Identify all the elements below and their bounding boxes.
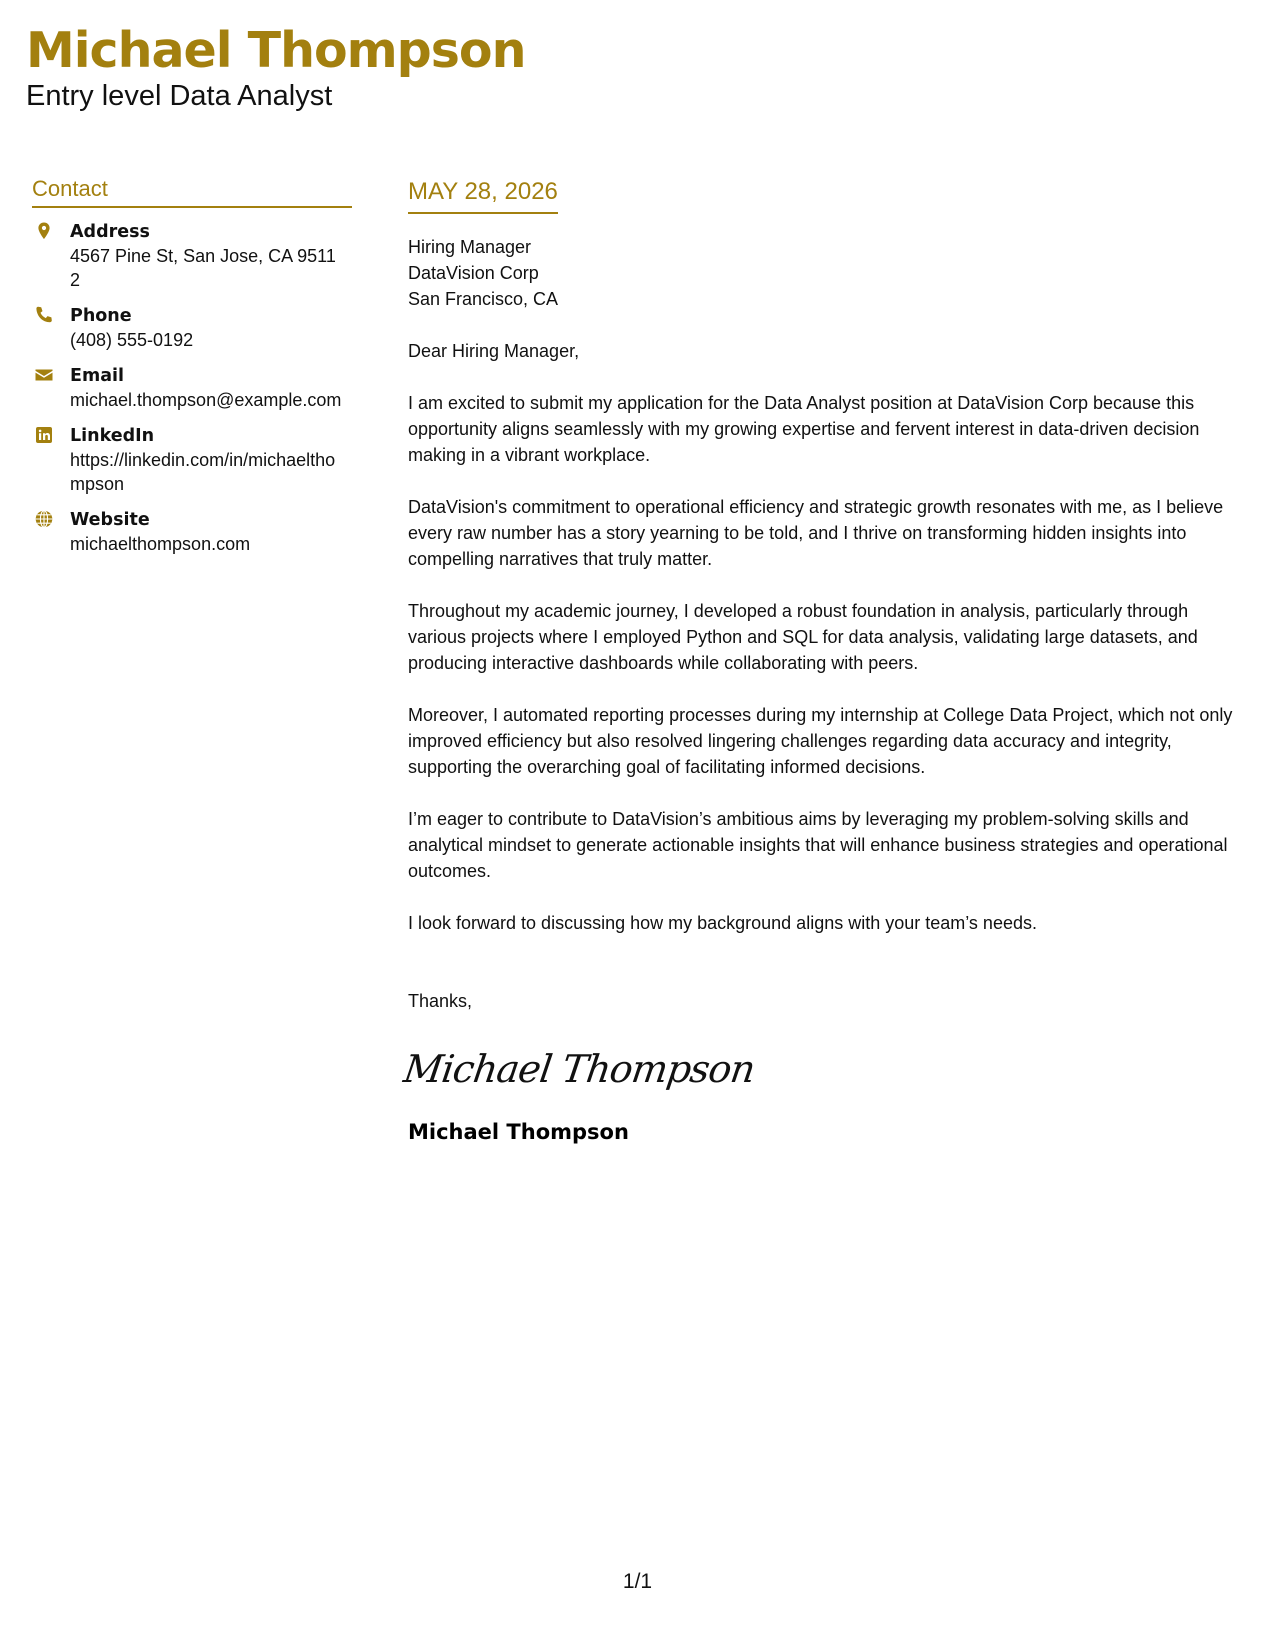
linkedin-label: LinkedIn: [70, 426, 155, 446]
envelope-icon: [34, 365, 54, 385]
contact-sidebar: [32, 176, 352, 568]
letter-paragraph: DataVision's commitment to operational efficiency and strategic growth resonates with me, as I believe every raw number has a story yearning to be told, and I thrive on transforming hidden insights into compelling narratives that truly matter.: [408, 497, 1224, 569]
linkedin-value[interactable]: https://linkedin.com/in/michaelthompson: [70, 450, 336, 494]
phone-icon: [34, 305, 54, 325]
website-label: Website: [70, 510, 150, 530]
contact-email: [32, 364, 352, 412]
svg-text:Michael Thompson: Michael Thompson: [400, 1048, 758, 1092]
handwritten-signature: [400, 1042, 758, 1098]
linkedin-icon: [34, 425, 54, 445]
letter-paragraph: Throughout my academic journey, I developed a robust foundation in analysis, particularly through various projects where I employed Python and SQL for data analysis, validating large datasets, and producing interactive dashboards while collaborating with peers.: [408, 601, 1198, 673]
phone-value: (408) 555-0192: [70, 330, 194, 350]
phone-label: Phone: [70, 306, 132, 326]
contact-section-title: Contact: [32, 176, 352, 208]
map-pin-icon: [34, 221, 54, 241]
signed-name: Michael Thompson: [408, 1120, 629, 1144]
globe-icon: [34, 509, 54, 529]
letter-paragraph: Moreover, I automated reporting processes during my internship at College Data Project, which not only improved efficiency but also resolved lingering challenges regarding data accuracy and integrity, supporting the overarching goal of facilitating informed decisions.: [408, 705, 1233, 777]
website-value[interactable]: michaelthompson.com: [70, 534, 251, 554]
job-title: Entry level Data Analyst: [26, 80, 333, 112]
contact-phone: [32, 304, 352, 352]
recipient-title: Hiring Manager: [408, 237, 532, 257]
closing: Thanks,: [408, 991, 473, 1011]
contact-linkedin: [32, 424, 352, 496]
letter-paragraph: I look forward to discussing how my background aligns with your team’s needs.: [408, 913, 1037, 933]
letter-paragraph: I’m eager to contribute to DataVision’s ambitious aims by leveraging my problem-solving skills and analytical mindset to generate actionable insights that will enhance business strategies and operational outcomes.: [408, 809, 1228, 881]
page-number: 1/1: [622, 1570, 653, 1593]
recipient-block: [408, 234, 1248, 312]
contact-website: [32, 508, 352, 556]
applicant-name: Michael Thompson: [26, 22, 526, 79]
letter-body: [400, 178, 1248, 1144]
letter-paragraph: I am excited to submit my application for the Data Analyst position at DataVision Corp because this opportunity aligns seamlessly with my growing expertise and fervent interest in data-driven decision making in a vibrant workplace.: [408, 393, 1200, 465]
address-label: Address: [70, 222, 150, 242]
letter-date: MAY 28, 2026: [408, 178, 558, 214]
recipient-location: San Francisco, CA: [408, 289, 559, 309]
email-label: Email: [70, 366, 124, 386]
contact-address: [32, 220, 352, 292]
address-value: 4567 Pine St, San Jose, CA 95112: [70, 246, 336, 290]
email-value[interactable]: michael.thompson@example.com: [70, 390, 342, 410]
salutation: Dear Hiring Manager,: [408, 341, 580, 361]
recipient-company: DataVision Corp: [408, 263, 539, 283]
